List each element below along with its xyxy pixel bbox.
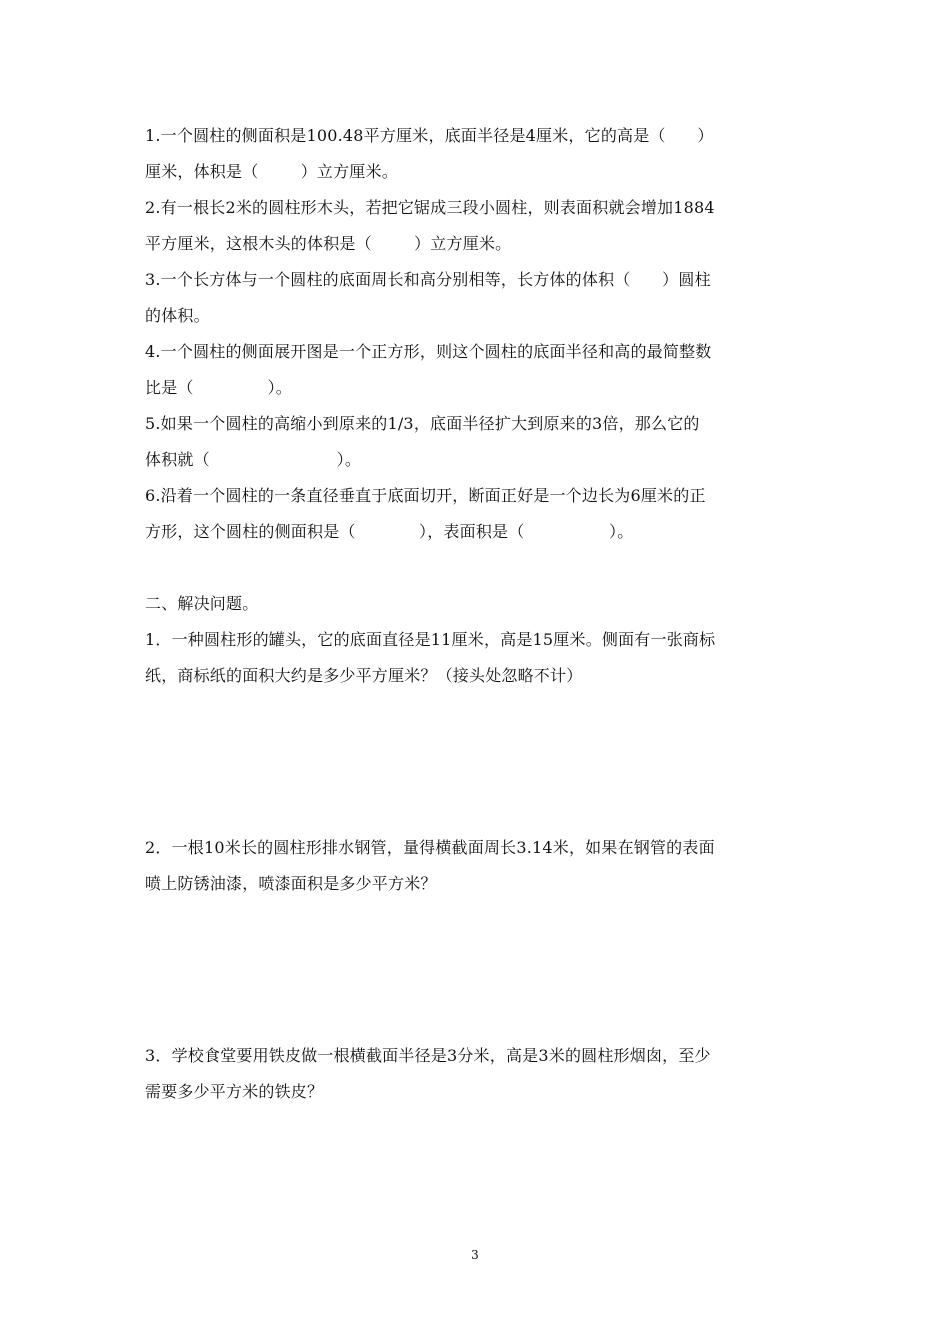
question-5-line-1: 5.如果一个圆柱的高缩小到原来的1/3，底面半径扩大到原来的3倍，那么它的: [145, 414, 700, 433]
question-1-line-2: 厘米，体积是（ ）立方厘米。: [145, 162, 398, 181]
question-3-line-2: 的体积。: [145, 306, 210, 325]
question-5-line-2: 体积就（ ）。: [145, 450, 362, 469]
problem-3-line-1: 3．学校食堂要用铁皮做一根横截面半径是3分米，高是3米的圆柱形烟囱，至少: [145, 1046, 711, 1065]
problem-2-line-2: 喷上防锈油漆，喷漆面积是多少平方米？: [145, 874, 437, 893]
problem-2-line-1: 2．一根10米长的圆柱形排水钢管，量得横截面周长3.14米，如果在钢管的表面: [145, 838, 715, 857]
question-3-line-1: 3.一个长方体与一个圆柱的底面周长和高分别相等，长方体的体积（ ）圆柱: [145, 270, 711, 289]
question-1-line-1: 1.一个圆柱的侧面积是100.48平方厘米，底面半径是4厘米，它的高是（ ）: [145, 126, 714, 145]
question-4-line-1: 4.一个圆柱的侧面展开图是一个正方形，则这个圆柱的底面半径和高的最简整数: [145, 342, 712, 361]
section-title: 二、解决问题。: [145, 594, 259, 613]
question-6-line-1: 6.沿着一个圆柱的一条直径垂直于底面切开，断面正好是一个边长为6厘米的正: [145, 486, 706, 505]
question-2-line-1: 2.有一根长2米的圆柱形木头，若把它锯成三段小圆柱，则表面积就会增加1884: [145, 198, 715, 217]
question-6-line-2: 方形，这个圆柱的侧面积是（ ），表面积是（ ）。: [145, 522, 634, 541]
question-4-line-2: 比是（ ）。: [145, 378, 293, 397]
problem-1-line-2: 纸，商标纸的面积大约是多少平方厘米？（接头处忽略不计）: [145, 666, 583, 685]
page-number: 3: [471, 1248, 479, 1262]
problem-1-line-1: 1．一种圆柱形的罐头，它的底面直径是11厘米，高是15厘米。侧面有一张商标: [145, 630, 716, 649]
question-2-line-2: 平方厘米，这根木头的体积是（ ）立方厘米。: [145, 234, 512, 253]
problem-3-line-2: 需要多少平方米的铁皮？: [145, 1082, 324, 1101]
